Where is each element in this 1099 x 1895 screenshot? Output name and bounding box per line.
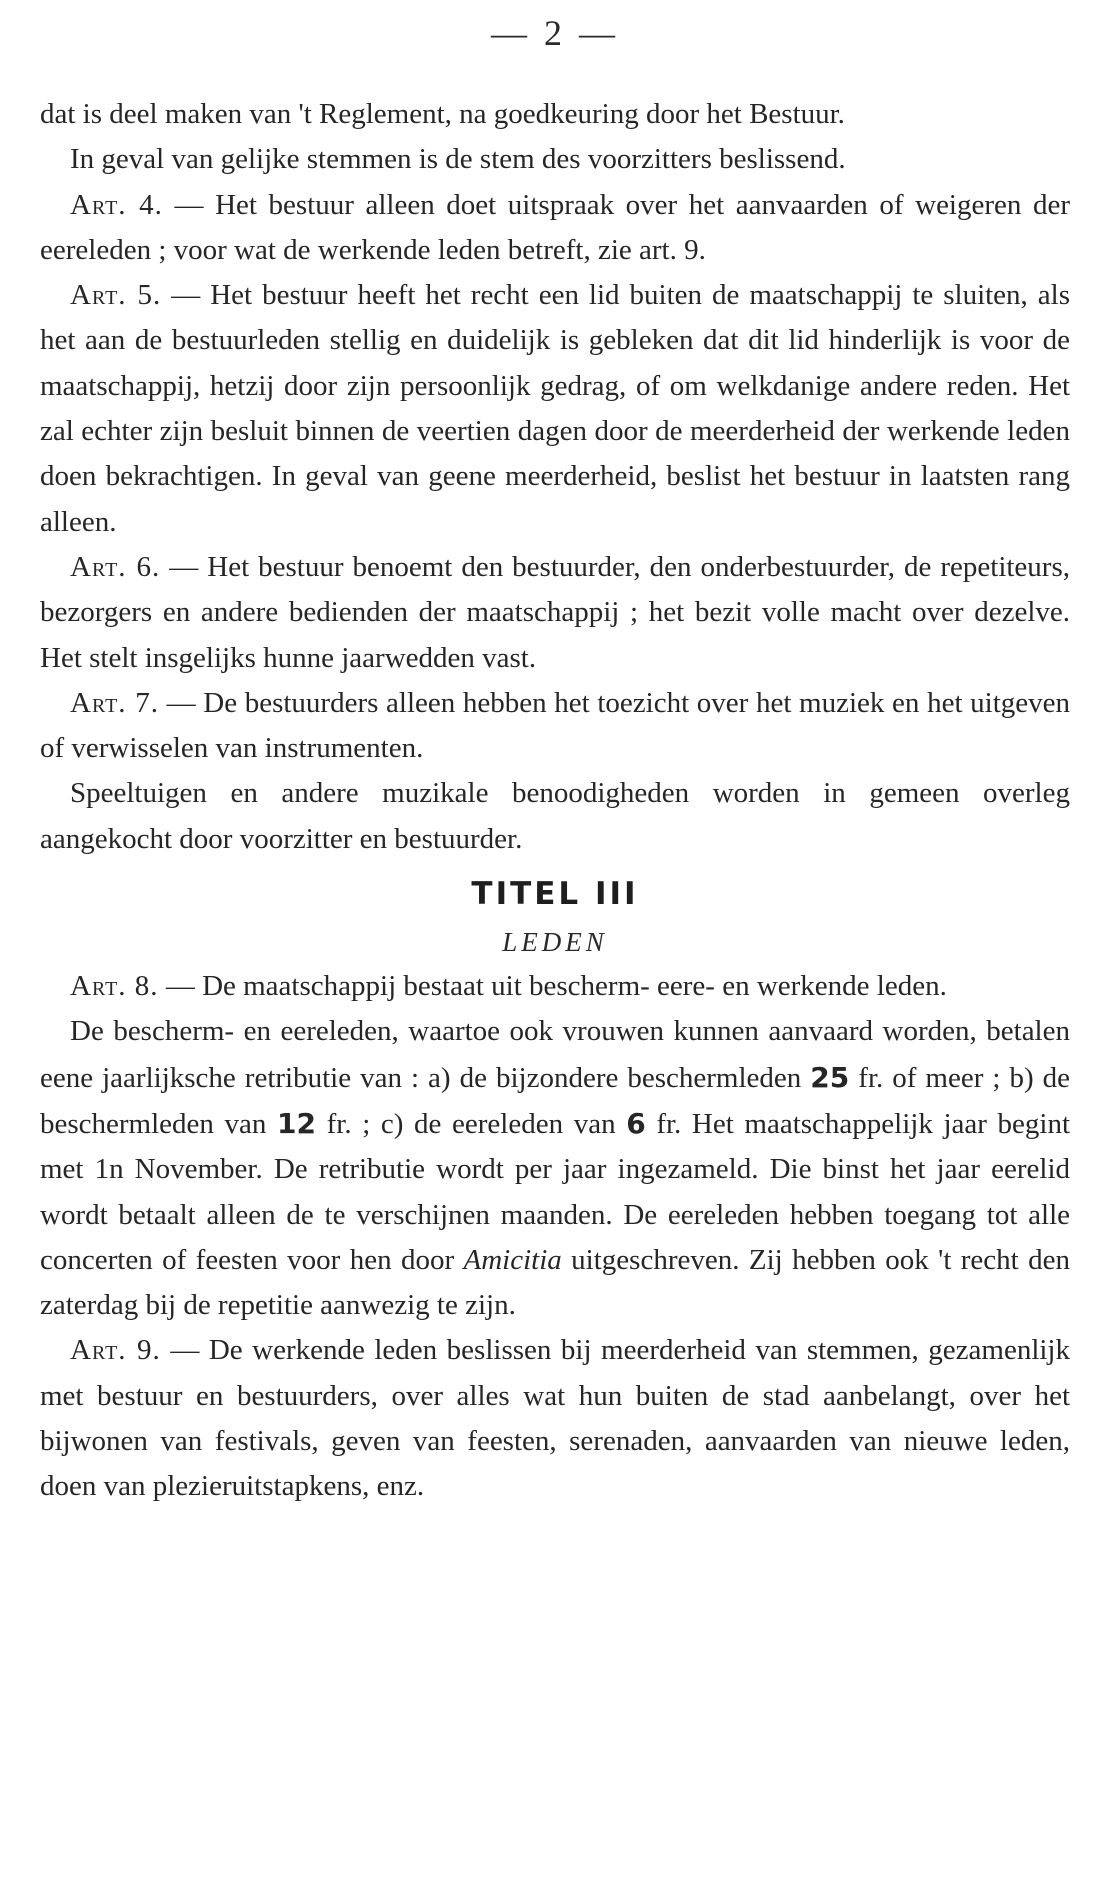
article-7-continuation [40,771,1070,862]
article-8-label: Art. 8. [70,970,159,1003]
article-5-text: — Het bestuur heeft het recht een lid buiten de maatschappij te sluiten, als het aan de bestuurleden stellig en duidelijk is gebleken dat dit lid hinderlijk is voor de maatschappij, hetzij door zijn persoonlijk gedrag, of om welkdanige andere reden. Het zal echter zijn besluit binnen de veertien dagen door de meerderheid der werkende leden doen bekrachtigen. In geval van geene meerderheid, beslist het bestuur in laatsten rang alleen. [40,279,1070,538]
article-9-label: Art. 9. [70,1334,161,1367]
paragraph-tie-vote [40,137,1070,182]
article-7-text: — De bestuurders alleen hebben het toezicht over het muziek en het uitgeven of verwisselen van instrumenten. [40,686,1070,765]
article-4-text: — Het bestuur alleen doet uitspraak over het aanvaarden of weigeren der eereleden ; voor wat de werkende leden betreft, zie art. 9. [40,188,1071,266]
fee-amount-special: 25 [810,1060,850,1094]
society-name: Amicitia [463,1243,562,1276]
fees-text-c: fr. ; c) de eereleden van [326,1107,616,1140]
article-7-label: Art. 7. [70,686,159,719]
fees-text-d: fr. Het maatschappelijk jaar begint met 1n November. De retributie wordt per jaar ingezameld. Die binst het jaar eerelid wordt betaalt alleen de te verschijnen maanden. De eereleden hebben toegang tot alle concerten of feesten voor hen door [40,1107,1071,1276]
body-text [40,92,1070,1510]
article-8-fees [40,1009,1070,1328]
paragraph-continuation [40,92,1070,137]
section-subtitle: LEDEN [502,927,608,958]
document-page [40,0,1070,1895]
fee-amount-honorary: 6 [626,1106,646,1140]
article-4 [40,183,1070,274]
tie-vote-text: In geval van gelijke stemmen is de stem des voorzitters beslissend. [70,143,846,176]
article-4-label: Art. 4. [70,188,163,221]
page-number: — 2 — [491,13,619,53]
article-8 [40,964,1070,1009]
article-7 [40,681,1070,772]
article-6-text: — Het bestuur benoemt den bestuurder, den onderbestuurder, de repetiteurs, bezorgers en andere bedienden der maatschappij ; het bezit volle macht over dezelve. Het stelt insgelijks hunne jaarwedden vast. [40,550,1070,674]
article-5-label: Art. 5. [70,279,162,312]
article-9-text: — De werkende leden beslissen bij meerderheid van stemmen, gezamenlijk met bestuur en bestuurders, over alles wat hun buiten de stad aanbelangt, over het bijwonen van festivals, geven van feesten, serenaden, aanvaarden van nieuwe leden, doen van plezieruitstapkens, enz. [40,1334,1070,1503]
fees-text-b: fr. of meer ; b) de beschermleden van [40,1061,1070,1140]
article-8-text: — De maatschappij bestaat uit bescherm- eere- en werkende leden. [165,970,947,1003]
article-5 [40,273,1070,545]
article-6 [40,545,1070,681]
continuation-text: dat is deel maken van 't Reglement, na goedkeuring door het Bestuur. [40,98,845,130]
section-title: TITEL III [471,876,639,913]
fees-text-e: uitgeschreven. Zij hebben ook 't recht den zaterdag bij de repetitie aanwezig te zijn. [40,1243,1070,1322]
article-7-continuation-text: Speeltuigen en andere muzikale benoodigheden worden in gemeen overleg aangekocht door voorzitter en bestuurder. [40,777,1070,855]
fee-amount-protector: 12 [277,1106,316,1140]
article-9 [40,1328,1070,1509]
fees-text-a: De bescherm- en eereleden, waartoe ook vrouwen kunnen aanvaard worden, betalen eene jaarlijksche retributie van : a) de bijzondere beschermleden [40,1015,1070,1094]
article-6-label: Art. 6. [70,550,161,583]
